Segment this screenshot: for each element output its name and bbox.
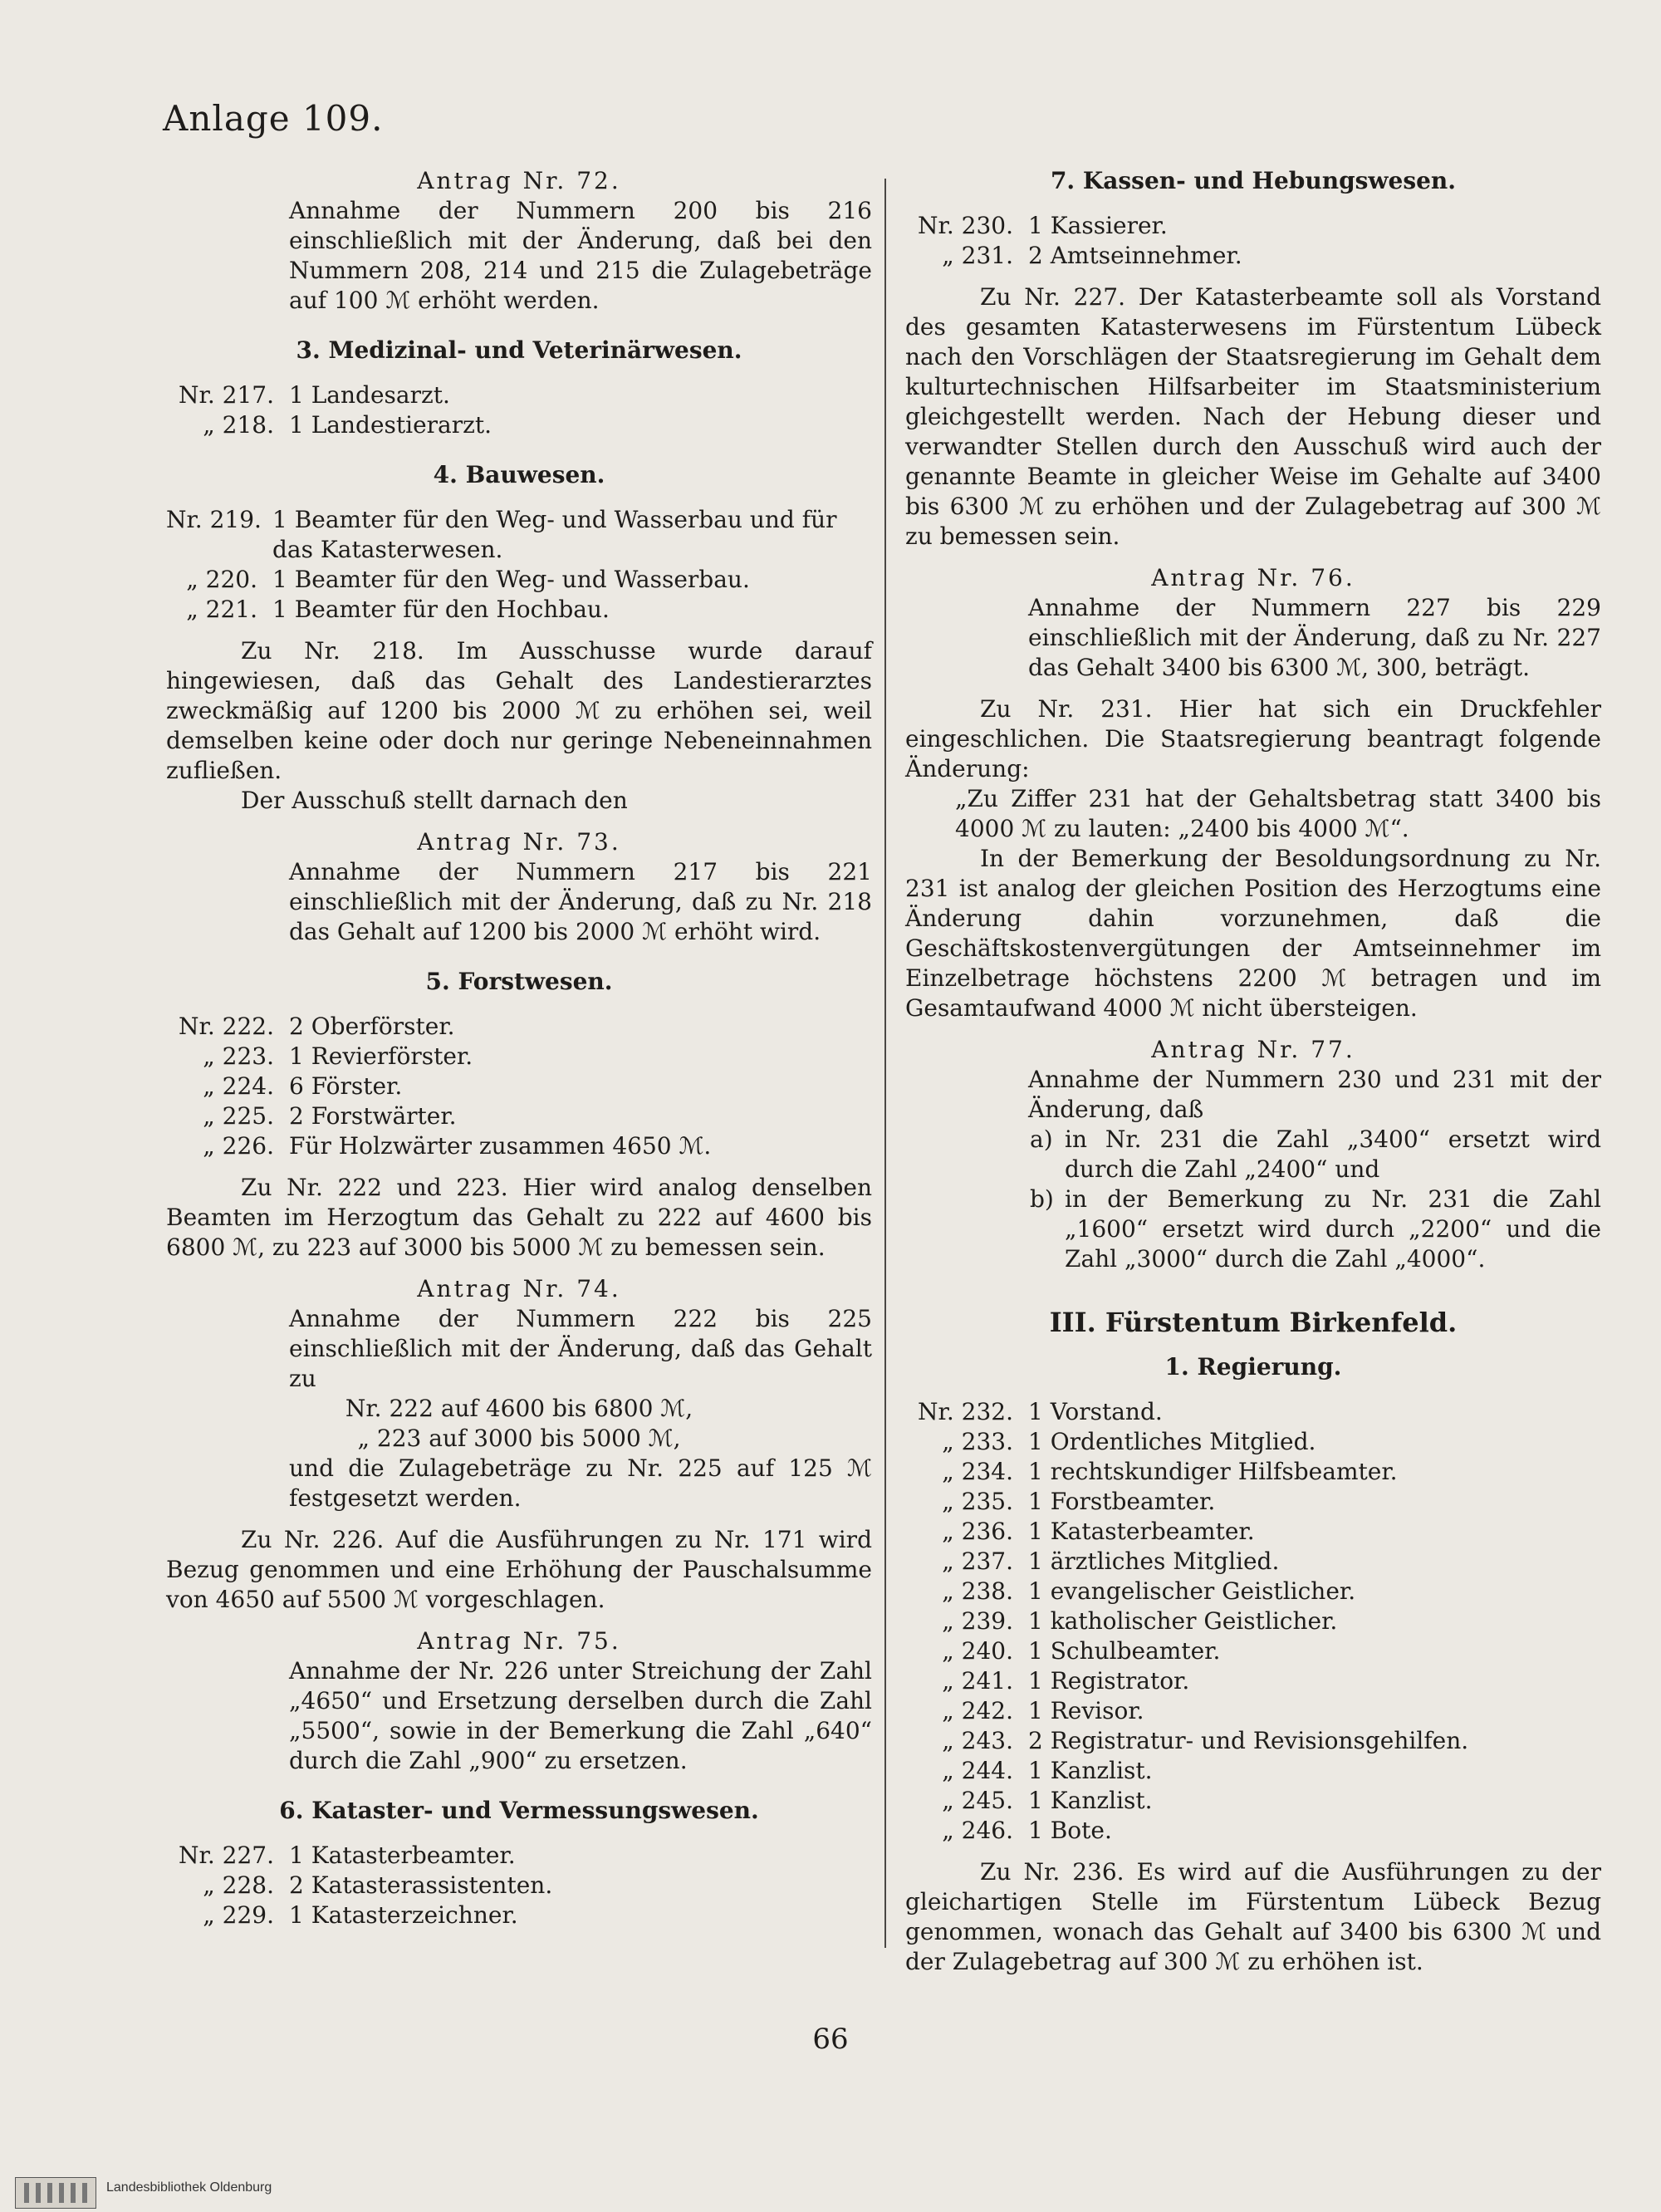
item-text: 1 Katasterbeamter. xyxy=(1028,1518,1255,1545)
item-number: Nr. 230. xyxy=(918,212,1013,239)
item-number: „ 240. xyxy=(942,1637,1013,1665)
item-text: 1 Schulbeamter. xyxy=(1028,1637,1221,1665)
birkenfeld-list xyxy=(905,1397,1601,1846)
item-number: „ 218. xyxy=(203,411,274,439)
list-item xyxy=(166,1072,872,1101)
antrag-72-title: Antrag Nr. 72. xyxy=(417,167,621,194)
item-text: 2 Oberförster. xyxy=(289,1013,455,1040)
item-text: 1 Ordentliches Mitglied. xyxy=(1028,1428,1316,1455)
list-item xyxy=(905,1457,1601,1487)
section-6-heading: 6. Kataster- und Vermessungswesen. xyxy=(279,1797,759,1824)
list-item xyxy=(166,380,872,410)
antrag-72-body: Annahme der Nummern 200 bis 216 einschließlich mit der Änderung, daß bei den Nummern 208, 214 und 215 die Zulagebeträge auf 100 ℳ erhöht werden. xyxy=(289,197,872,314)
section-4-heading: 4. Bauwesen. xyxy=(433,461,605,488)
item-text: 2 Katasterassistenten. xyxy=(289,1871,553,1899)
item-text: 1 Katasterzeichner. xyxy=(289,1901,518,1929)
paragraph-222-223: Zu Nr. 222 und 223. Hier wird analog denselben Beamten im Herzogtum das Gehalt zu 222 auf 4600 bis 6800 ℳ, zu 223 auf 3000 bis 5000 ℳ zu bemessen sein. xyxy=(166,1174,872,1261)
quote-231: „Zu Ziffer 231 hat der Gehaltsbetrag statt 3400 bis 4000 ℳ zu lauten: „2400 bis 4000 ℳ“. xyxy=(955,785,1601,842)
item-number: „ 226. xyxy=(203,1132,274,1160)
paragraph-236: Zu Nr. 236. Es wird auf die Ausführungen zu der gleichartigen Stelle im Fürstentum Lübeck Bezug genommen, wonach das Gehalt auf 3400 bis 6300 ℳ und der Zulagebetrag auf 300 ℳ zu erhöhen ist. xyxy=(905,1858,1601,1975)
right-column xyxy=(905,166,1601,1977)
item-number: „ 224. xyxy=(203,1072,274,1100)
list-item xyxy=(905,1487,1601,1517)
page-header: Anlage 109. xyxy=(163,98,384,139)
list-item xyxy=(905,1517,1601,1547)
item-number: „ 228. xyxy=(203,1871,274,1899)
list-item xyxy=(905,1606,1601,1636)
item-number: „ 246. xyxy=(942,1817,1013,1844)
item-number: „ 242. xyxy=(942,1697,1013,1724)
item-number: „ 233. xyxy=(942,1428,1013,1455)
item-text: 1 Revierförster. xyxy=(289,1042,473,1070)
subitem-text: in der Bemerkung zu Nr. 231 die Zahl „1600“ ersetzt wird durch „2200“ und die Zahl „3000“ durch die Zahl „4000“. xyxy=(1065,1185,1601,1273)
antrag-74-line2: Nr. 222 auf 4600 bis 6800 ℳ, xyxy=(345,1395,693,1422)
item-number: Nr. 217. xyxy=(179,381,274,409)
list-item xyxy=(166,1101,872,1131)
list-item xyxy=(166,1871,872,1901)
antrag-74-line3: „ 223 auf 3000 bis 5000 ℳ, xyxy=(357,1425,681,1452)
item-number: „ 241. xyxy=(942,1667,1013,1695)
antrag-76-body: Annahme der Nummern 227 bis 229 einschließlich mit der Änderung, daß zu Nr. 227 das Gehalt 3400 bis 6300 ℳ, 300, beträgt. xyxy=(1028,594,1601,681)
list-item xyxy=(905,1636,1601,1666)
item-text: 1 Beamter für den Weg- und Wasserbau. xyxy=(272,566,750,593)
antrag-74-line1: Annahme der Nummern 222 bis 225 einschließlich mit der Änderung, daß das Gehalt zu xyxy=(289,1305,872,1392)
item-text: 1 Vorstand. xyxy=(1028,1398,1163,1425)
item-number: Nr. 222. xyxy=(179,1013,274,1040)
item-text: 2 Forstwärter. xyxy=(289,1102,457,1130)
item-text: 1 Landesarzt. xyxy=(289,381,450,409)
subitem-text: in Nr. 231 die Zahl „3400“ ersetzt wird durch die Zahl „2400“ und xyxy=(1065,1126,1601,1183)
item-number: „ 245. xyxy=(942,1787,1013,1814)
paragraph-218: Zu Nr. 218. Im Ausschusse wurde darauf hingewiesen, daß das Gehalt des Landestierarztes zweckmäßig auf 1200 bis 2000 ℳ zu erhöhen sei, weil demselben keine oder doch nur geringe Nebeneinnahmen zufließen. xyxy=(166,637,872,784)
section-6-list xyxy=(166,1841,872,1930)
item-text: 1 rechtskundiger Hilfsbeamter. xyxy=(1028,1458,1398,1485)
item-text: 1 evangelischer Geistlicher. xyxy=(1028,1577,1356,1605)
section-7-heading: 7. Kassen- und Hebungswesen. xyxy=(1050,167,1457,194)
item-text: 1 Bote. xyxy=(1028,1817,1112,1844)
item-text: 2 Registratur- und Revisionsgehilfen. xyxy=(1028,1727,1469,1754)
antrag-76-title: Antrag Nr. 76. xyxy=(1151,564,1355,591)
item-number: „ 243. xyxy=(942,1727,1013,1754)
item-text: 1 Beamter für den Weg- und Wasserbau und für das Katasterwesen. xyxy=(272,506,837,563)
library-logo xyxy=(15,2177,96,2209)
item-number: „ 238. xyxy=(942,1577,1013,1605)
section-3-list xyxy=(166,380,872,440)
list-item xyxy=(166,410,872,440)
section-4-list xyxy=(166,505,872,625)
antrag-73-title: Antrag Nr. 73. xyxy=(417,828,621,856)
item-number: Nr. 219. xyxy=(166,506,262,533)
list-item xyxy=(166,1042,872,1072)
item-number: Nr. 227. xyxy=(179,1842,274,1869)
antrag-74-title: Antrag Nr. 74. xyxy=(417,1275,621,1302)
item-text: 1 Beamter für den Hochbau. xyxy=(272,596,610,623)
item-text: 1 ärztliches Mitglied. xyxy=(1028,1547,1280,1575)
item-number: „ 231. xyxy=(942,242,1013,269)
section-5-list xyxy=(166,1012,872,1161)
antrag-75-body: Annahme der Nr. 226 unter Streichung der Zahl „4650“ und Ersetzung derselben durch die Zahl „5500“, sowie in der Bemerkung die Zahl „640“ durch die Zahl „900“ zu ersetzen. xyxy=(289,1657,872,1774)
page-number: 66 xyxy=(812,2023,849,2056)
paragraph-227: Zu Nr. 227. Der Katasterbeamte soll als Vorstand des gesamten Katasterwesens im Fürstentum Lübeck nach den Vorschlägen der Staatsregierung im Gehalt dem kulturtechnischen Hilfsarbeiter im Staatsministerium gleichgestellt werden. Nach der Hebung dieser und verwandter Stellen durch den Ausschuß wird auch der genannte Beamte in gleicher Weise im Gehalte auf 3400 bis 6300 ℳ zu erhöhen und der Zulagebetrag auf 300 ℳ zu bemessen sein. xyxy=(905,283,1601,550)
item-text: 1 Kassierer. xyxy=(1028,212,1168,239)
list-item xyxy=(166,1841,872,1871)
item-number: „ 234. xyxy=(942,1458,1013,1485)
list-item xyxy=(905,1756,1601,1786)
list-item xyxy=(905,1696,1601,1726)
item-number: „ 221. xyxy=(186,596,257,623)
antrag-73-body: Annahme der Nummern 217 bis 221 einschließlich mit der Änderung, daß zu Nr. 218 das Gehalt auf 1200 bis 2000 ℳ erhöht wird. xyxy=(289,858,872,945)
list-item xyxy=(905,1427,1601,1457)
list-item xyxy=(905,1577,1601,1606)
item-text: 1 Landestierarzt. xyxy=(289,411,492,439)
library-name: Landesbibliothek Oldenburg xyxy=(106,2180,272,2195)
item-number: „ 235. xyxy=(942,1488,1013,1515)
item-text: 1 Kanzlist. xyxy=(1028,1787,1153,1814)
item-number: „ 239. xyxy=(942,1607,1013,1635)
item-number: „ 225. xyxy=(203,1102,274,1130)
item-text: Für Holzwärter zusammen 4650 ℳ. xyxy=(289,1132,712,1160)
list-item xyxy=(166,505,872,565)
list-item xyxy=(166,565,872,595)
item-text: 1 Kanzlist. xyxy=(1028,1757,1153,1784)
subitem-b xyxy=(1030,1184,1601,1274)
paragraph-231-bemerkung: In der Bemerkung der Besoldungsordnung zu Nr. 231 ist analog der gleichen Position des Herzogtums eine Änderung dahin vorzunehmen, daß die Geschäftskostenvergütungen der Amtseinnehmer im Einzelbetrage höchstens 2200 ℳ betragen und im Gesamtaufwand 4000 ℳ nicht übersteigen. xyxy=(905,845,1601,1022)
section-3-heading: 3. Medizinal- und Veterinärwesen. xyxy=(296,336,742,364)
item-text: 6 Förster. xyxy=(289,1072,403,1100)
subitem-a xyxy=(1030,1125,1601,1184)
paragraph-226: Zu Nr. 226. Auf die Ausführungen zu Nr. 171 wird Bezug genommen und eine Erhöhung der Pauschalsumme von 4650 auf 5500 ℳ vorgeschlagen. xyxy=(166,1526,872,1613)
antrag-77-body: Annahme der Nummern 230 und 231 mit der Änderung, daß xyxy=(1028,1066,1601,1123)
part-3-subheading: 1. Regierung. xyxy=(1164,1353,1342,1381)
paragraph-ausschuss: Der Ausschuß stellt darnach den xyxy=(241,787,628,814)
list-item xyxy=(166,1131,872,1161)
item-text: 1 katholischer Geistlicher. xyxy=(1028,1607,1338,1635)
item-text: 1 Forstbeamter. xyxy=(1028,1488,1216,1515)
subitem-label: b) xyxy=(1030,1185,1054,1213)
list-item xyxy=(905,1666,1601,1696)
left-column xyxy=(166,166,872,1930)
item-text: 1 Registrator. xyxy=(1028,1667,1190,1695)
antrag-77-title: Antrag Nr. 77. xyxy=(1151,1036,1355,1063)
column-divider xyxy=(884,179,886,1948)
list-item xyxy=(905,241,1601,271)
list-item xyxy=(905,1786,1601,1816)
list-item xyxy=(905,1726,1601,1756)
item-number: „ 220. xyxy=(186,566,257,593)
item-text: 1 Revisor. xyxy=(1028,1697,1144,1724)
list-item xyxy=(166,595,872,625)
item-number: Nr. 232. xyxy=(918,1398,1013,1425)
item-number: „ 236. xyxy=(942,1518,1013,1545)
antrag-74-line4: und die Zulagebeträge zu Nr. 225 auf 125 ℳ festgesetzt werden. xyxy=(289,1454,872,1512)
subitem-label: a) xyxy=(1030,1126,1053,1153)
item-number: „ 223. xyxy=(203,1042,274,1070)
paragraph-231: Zu Nr. 231. Hier hat sich ein Druckfehler eingeschlichen. Die Staatsregierung beantragt folgende Änderung: xyxy=(905,695,1601,782)
item-text: 2 Amtseinnehmer. xyxy=(1028,242,1242,269)
footer xyxy=(0,2172,1661,2212)
antrag-77-subitems xyxy=(905,1125,1601,1274)
item-text: 1 Katasterbeamter. xyxy=(289,1842,516,1869)
list-item xyxy=(905,1397,1601,1427)
list-item xyxy=(905,1816,1601,1846)
antrag-75-title: Antrag Nr. 75. xyxy=(417,1627,621,1655)
list-item xyxy=(905,1547,1601,1577)
list-item xyxy=(166,1012,872,1042)
section-7-list xyxy=(905,211,1601,271)
list-item xyxy=(166,1901,872,1930)
item-number: „ 244. xyxy=(942,1757,1013,1784)
section-5-heading: 5. Forstwesen. xyxy=(425,968,613,995)
item-number: „ 229. xyxy=(203,1901,274,1929)
list-item xyxy=(905,211,1601,241)
part-3-heading: III. Fürstentum Birkenfeld. xyxy=(1049,1307,1458,1338)
item-number: „ 237. xyxy=(942,1547,1013,1575)
